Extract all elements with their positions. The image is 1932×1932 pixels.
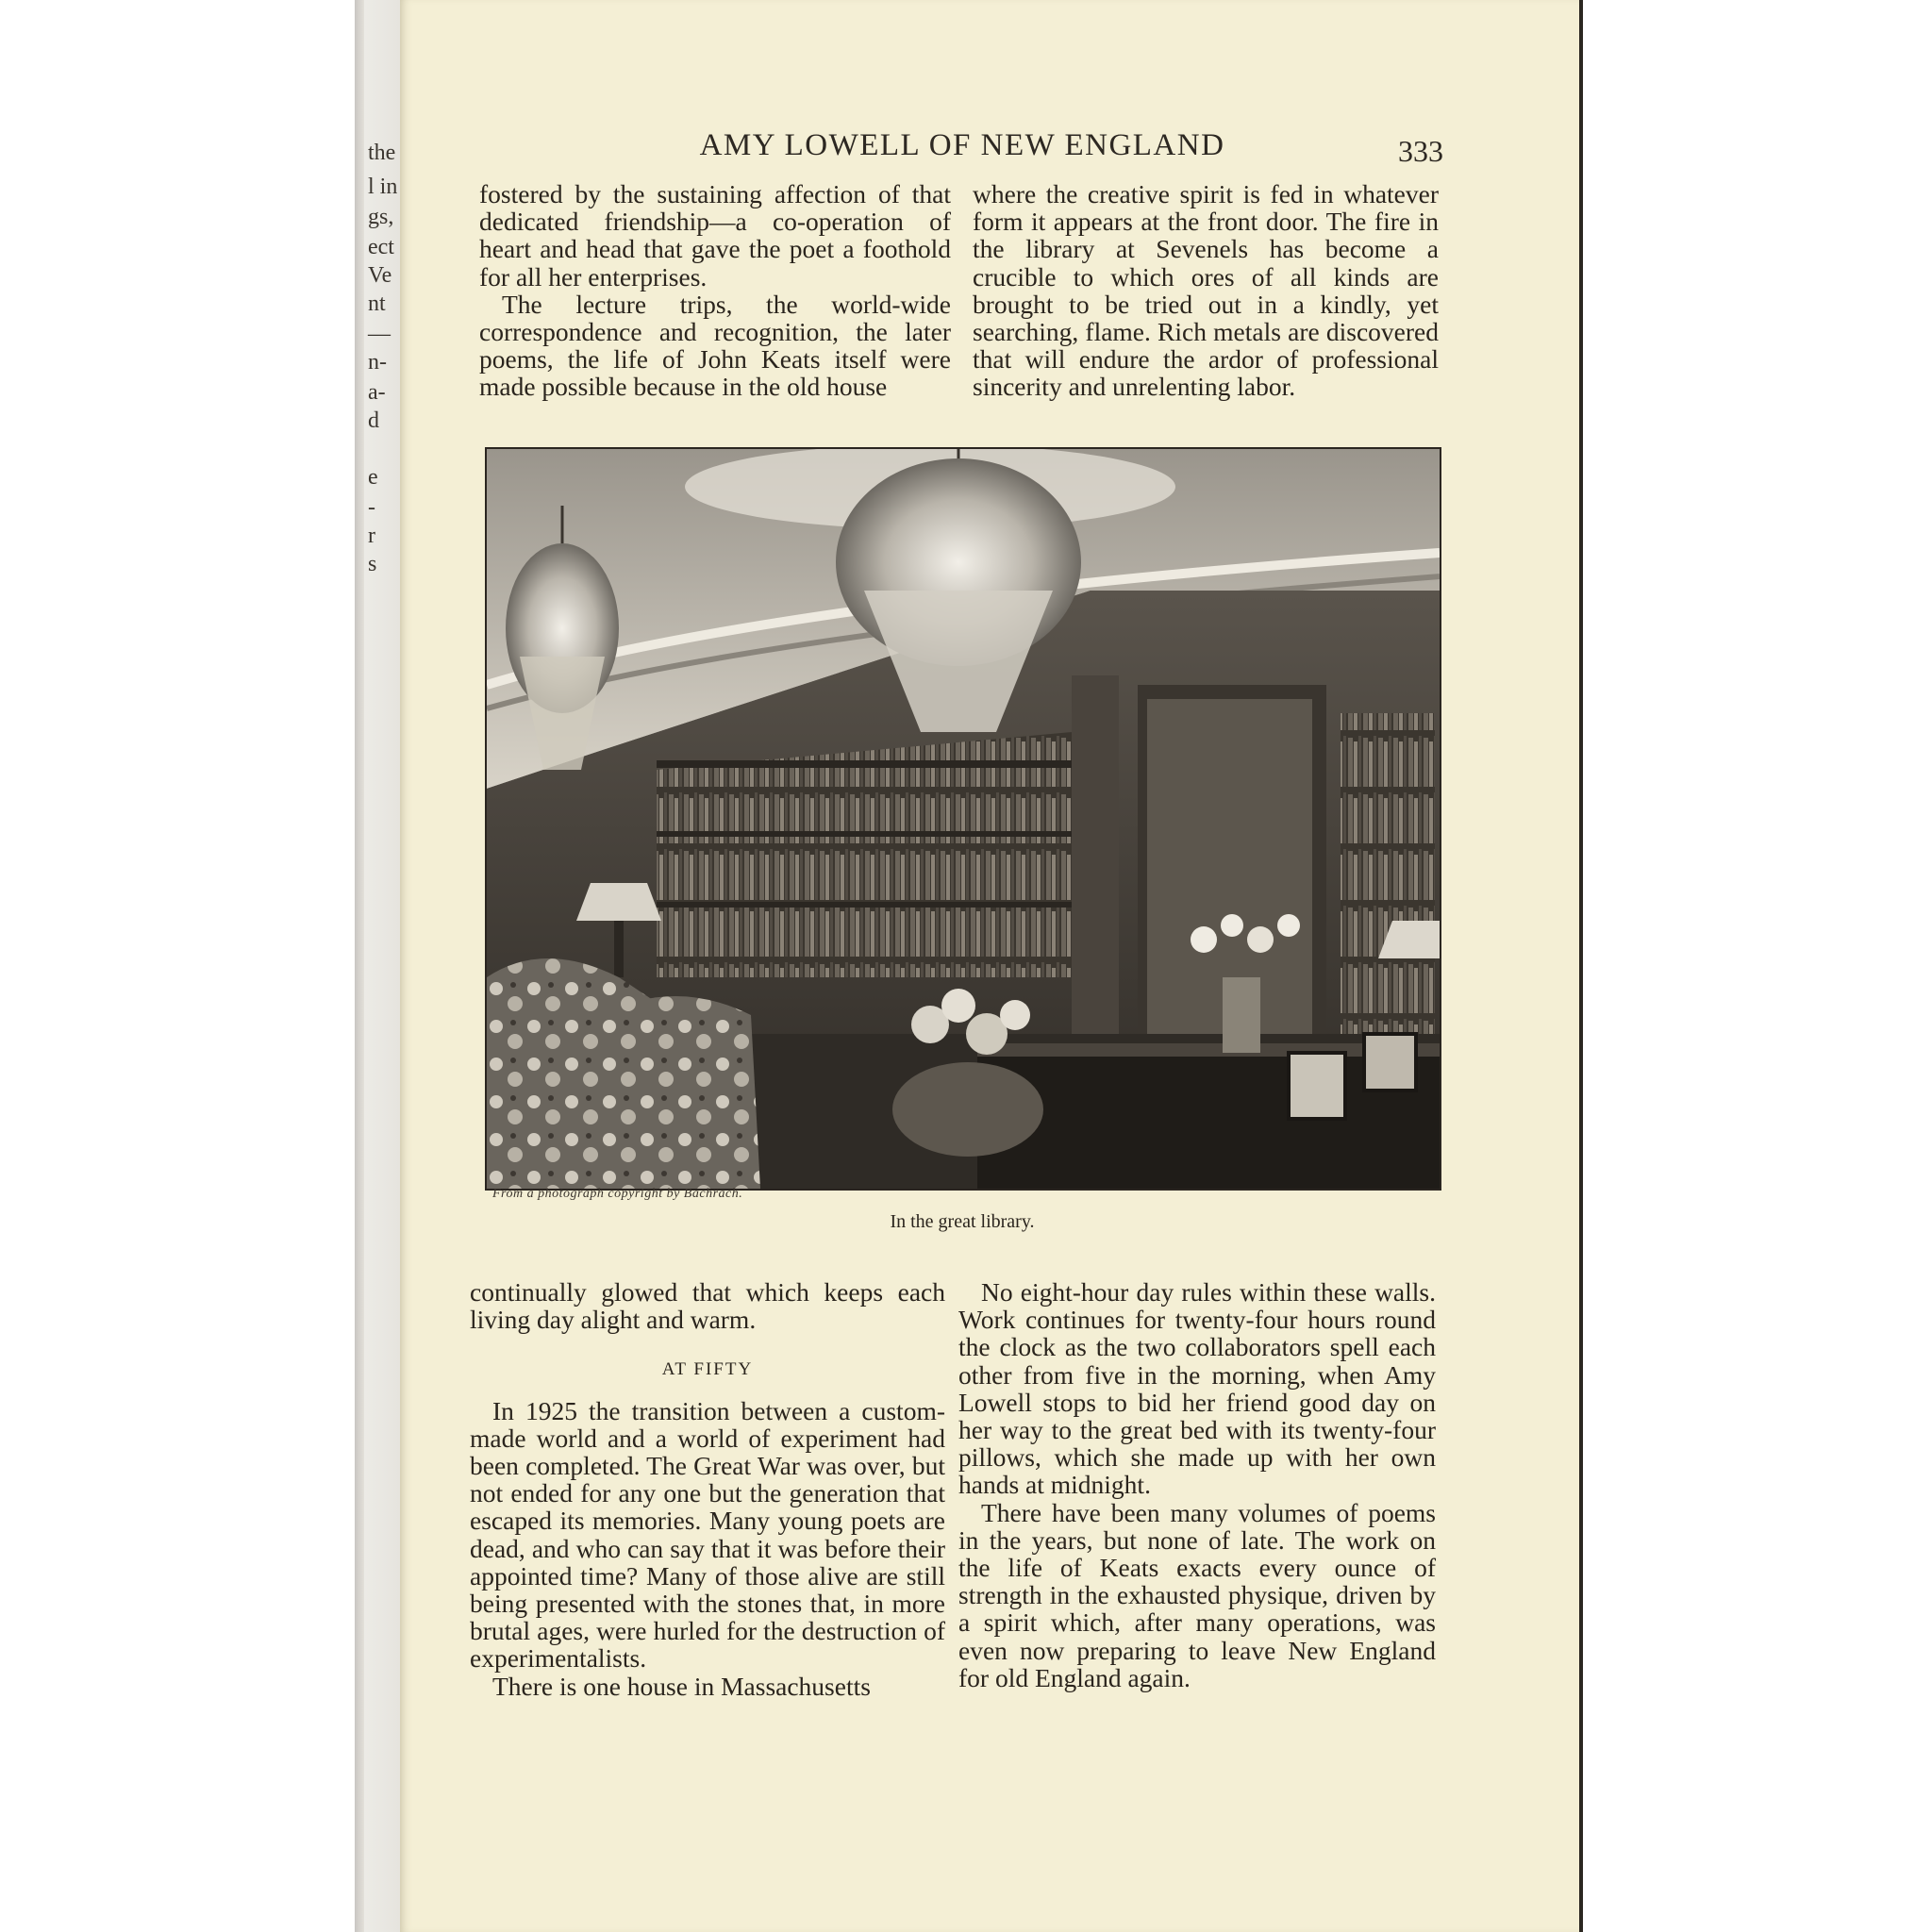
column-bottom-right (958, 1278, 1436, 1691)
running-head: AMY LOWELL OF NEW ENGLAND (699, 128, 1225, 162)
previous-page-fragment: nt (368, 291, 386, 316)
column-top-right (973, 180, 1439, 401)
previous-page-fragment: Ve (368, 263, 392, 288)
column-top-left (479, 180, 951, 401)
paragraph: No eight-hour day rules within these walls. Work continues for twenty-four hours round the clock as the two collaborators spell each other from five in the morning, when Amy Lowell stops to bid her friend good day on her way to the great bed with its twenty-four pillows, which she made up with her own hands at midnight. (958, 1277, 1436, 1500)
previous-page-edge (364, 0, 400, 1932)
previous-page-fragment: — (368, 322, 391, 346)
previous-page-fragment: r (368, 524, 375, 548)
previous-page-fragment: - (368, 495, 375, 520)
paragraph: There have been many volumes of poems in the years, but none of late. The work on the life of Keats exacts every ounce of strength in the exhausted physique, driven by a spirit which, after many operations, was even now preparing to leave New England for old England again. (958, 1497, 1436, 1692)
book-gutter (355, 0, 364, 1932)
previous-page-fragment: s (368, 552, 377, 576)
photo-caption: In the great library. (890, 1211, 1035, 1232)
previous-page-fragment: n- (368, 350, 387, 375)
paragraph: In 1925 the transition between a custom-made world and a world of experiment had been completed. The Great War was over, but not ended for any one but the generation that escaped its memories. Many young poets are dead, and who can say that it was before their appointed time? Many of those alive are still being presented with the stones that, in more brutal ages, were hurled for the destruction of experimentalists. (470, 1395, 945, 1674)
paragraph: where the creative spirit is fed in whatever form it appears at the front door. The fire in the library at Sevenels has become a crucible to which ores of all kinds are brought to be tried out in a kindly, yet searching, flame. Rich metals are discovered that will endure the ardor of professional sincerity and unrelenting labor. (973, 179, 1439, 402)
photo-credit: From a photograph copyright by Bachrach. (492, 1187, 743, 1201)
library-photo-illustration (487, 449, 1440, 1189)
previous-page-fragment: the (368, 141, 396, 165)
page-number: 333 (1398, 134, 1443, 168)
paragraph: There is one house in Massachusetts (492, 1671, 871, 1701)
paragraph: fostered by the sustaining affection of that dedicated friendship—a co-operation of heart and head that gave the poet a foothold for all her enterprises. (479, 179, 951, 291)
page-edge-border (1579, 0, 1583, 1932)
previous-page-fragment: d (368, 408, 379, 433)
previous-page-fragment: l in (368, 175, 398, 199)
previous-page-fragment: a- (368, 380, 386, 405)
previous-page-fragment: gs, (368, 205, 394, 229)
section-heading: AT FIFTY (661, 1359, 754, 1380)
paragraph: The lecture trips, the world-wide correspondence and recognition, the later poems, the life of John Keats itself were made possible because in the old house (479, 289, 951, 402)
paragraph: continually glowed that which keeps each living day alight and warm. (470, 1277, 945, 1335)
previous-page-fragment: ect (368, 235, 394, 259)
column-bottom-left (470, 1278, 945, 1700)
previous-page-fragment: e (368, 465, 378, 490)
library-photograph (485, 447, 1441, 1191)
